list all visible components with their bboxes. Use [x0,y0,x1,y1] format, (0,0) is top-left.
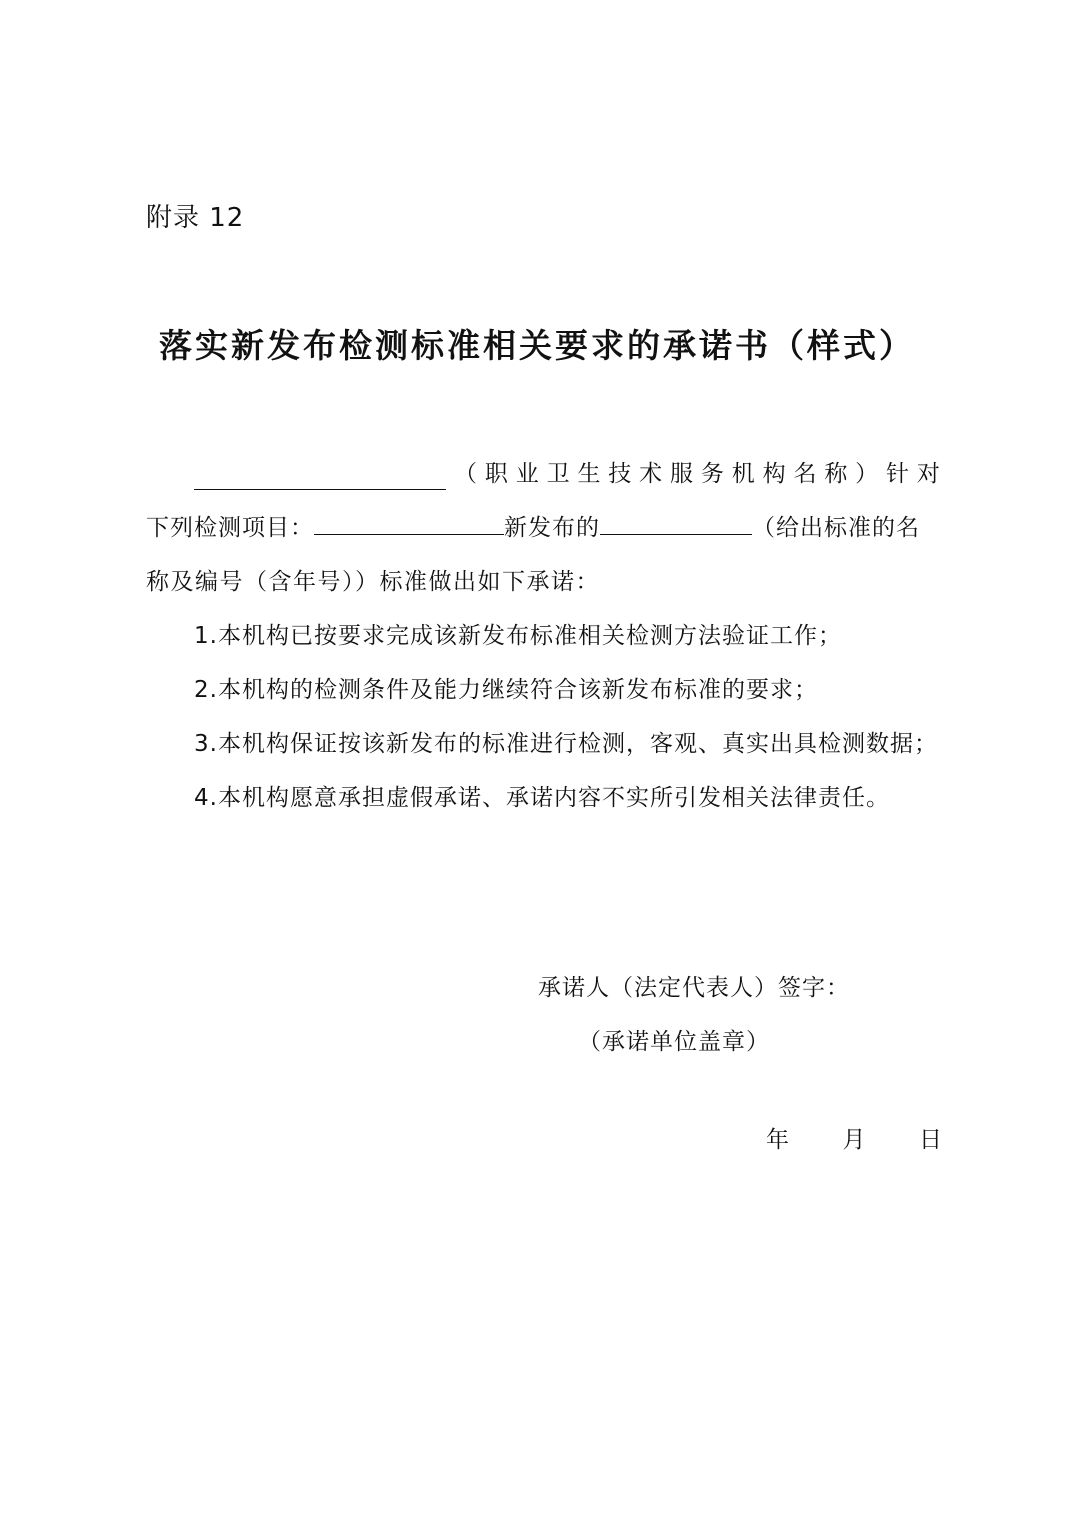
date-day: 日 [919,1127,942,1153]
intro-line-1-char: 务 [700,461,724,487]
date-year: 年 [766,1127,789,1153]
organization-name-blank[interactable] [194,467,446,490]
intro-line-2-prefix: 下列检测项目： [146,515,314,541]
intro-line-3: 称及编号（含年号））标准做出如下承诺： [146,569,600,595]
document-title: 落实新发布检测标准相关要求的承诺书（样式） [159,326,915,365]
intro-line-1-char: 技 [608,461,632,487]
intro-line-1-char: 职 [484,461,508,487]
intro-line-1-char: 机 [731,461,755,487]
intro-line-1-char: 对 [916,461,940,487]
standard-name-blank[interactable] [600,512,752,535]
commitment-text: 本机构的检测条件及能力继续符合该新发布标准的要求； [217,677,818,703]
intro-line-1-char: 名 [793,461,817,487]
intro-line-1-char: 生 [577,461,601,487]
intro-line-1-char: 称 [824,461,848,487]
commitment-text: 本机构保证按该新发布的标准进行检测，客观、真实出具检测数据； [217,731,938,757]
commitment-text: 本机构已按要求完成该新发布标准相关检测方法验证工作； [217,623,842,649]
intro-line-2-middle: 新发布的 [504,515,600,541]
date-line [766,1124,942,1156]
commitment-number: 1. [194,623,218,649]
commitment-number: 4. [194,785,218,811]
intro-line-1 [194,458,940,490]
intro-line-1-char: 针 [886,461,910,487]
commitment-number: 2. [194,677,218,703]
intro-line-2-suffix: （给出标准的名 [752,515,920,541]
intro-line-2 [146,512,920,544]
signer-label: 承诺人（法定代表人）签字： [538,975,850,1001]
commitment-item [194,674,818,706]
intro-line-1-char: （ [454,461,477,487]
seal-label: （承诺单位盖章） [578,1029,770,1055]
commitment-item [194,782,890,814]
intro-line-1-char: 术 [639,461,663,487]
commitment-number: 3. [194,731,218,757]
intro-line-1-char: 服 [670,461,694,487]
date-month: 月 [842,1127,866,1153]
commitment-text: 本机构愿意承担虚假承诺、承诺内容不实所引发相关法律责任。 [217,785,890,811]
intro-line-1-char: 卫 [546,461,570,487]
intro-line-1-char: 业 [515,461,539,487]
intro-line-1-text [454,458,940,490]
appendix-label: 附录 12 [146,203,245,233]
test-item-blank[interactable] [314,512,504,535]
intro-line-1-char: ） [855,461,879,487]
commitment-item [194,728,938,760]
intro-line-1-char: 构 [762,461,786,487]
commitment-item [194,620,842,652]
